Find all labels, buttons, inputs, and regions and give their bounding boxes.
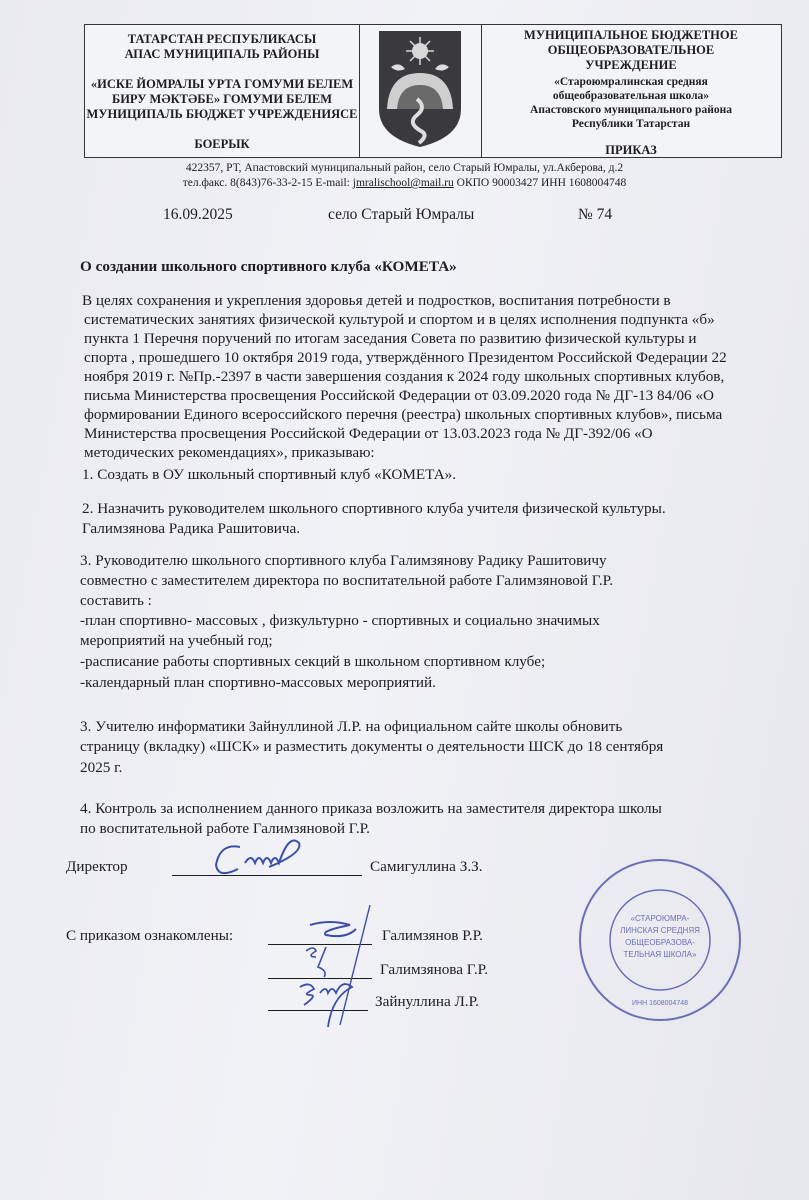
ru-line: Апастовского муниципального района [530, 104, 732, 116]
letterhead-tatar [85, 25, 360, 157]
order-item-4-line: 3. Учителю информатики Зайнуллиной Л.Р. на официальном сайте школы обновить [80, 718, 623, 735]
order-number: № 74 [578, 206, 613, 223]
school-contacts [0, 177, 809, 189]
tatar-line: МУНИЦИПАЛЬ БЮДЖЕТ УЧРЕЖДЕНИЯСЕ [86, 107, 358, 121]
coat-of-arms-emblem [377, 29, 463, 149]
letterhead-russian [481, 25, 781, 157]
order-item-2-line: 2. Назначить руководителем школьного спортивного клуба учителя физической культуры. [82, 500, 666, 517]
order-item-3-line: -расписание работы спортивных секций в школьном спортивном клубе; [80, 653, 546, 670]
order-title: О создании школьного спортивного клуба «КОМЕТА» [80, 258, 457, 275]
order-date: 16.09.2025 [163, 206, 233, 223]
preamble-line: Министерства просвещения Российской Федерации от 13.03.2023 года № ДГ-392/06 «О [84, 425, 653, 442]
acquainted-label: С приказом ознакомлены: [66, 927, 234, 944]
doc-type-tatar: БОЕРЫК [194, 137, 250, 151]
order-item-3-line: мероприятий на учебный год; [80, 632, 273, 649]
school-stamp [575, 855, 745, 1025]
email-link[interactable]: jmralischool@mail.ru [352, 177, 454, 189]
director-name: Самигуллина З.З. [370, 858, 483, 875]
director-label: Директор [66, 858, 128, 875]
acquainted-name: Зайнуллина Л.Р. [375, 993, 479, 1010]
preamble-line: В целях сохранения и укрепления здоровья детей и подростков, воспитания потребности в [82, 292, 671, 309]
tatar-line: «ИСКЕ ЙОМРАЛЫ УРТА ГОМУМИ БЕЛЕМ [90, 77, 354, 91]
order-item-4-line: 2025 г. [80, 759, 123, 776]
preamble-line: систематических занятиях физической культурой и спортом и в целях исполнения подпункта «б» [84, 311, 715, 328]
preamble-line: спорта , прошедшего 10 октября 2019 года, утверждённого Президентом Российской Федерации 22 [84, 349, 727, 366]
ru-line: УЧРЕЖДЕНИЕ [585, 58, 677, 72]
preamble-line: письма Министерства просвещения Российской Федерации от 03.09.2020 года № ДГ-13 84/06 «О [84, 387, 715, 404]
order-item-2-line: Галимзянова Радика Рашитовича. [82, 520, 301, 537]
phone-text: тел.факс. 8(843)76-33-2-15 E-mail: [182, 177, 353, 189]
acquainted-name: Галимзянов Р.Р. [382, 927, 483, 944]
stamp-line: ЛИНСКАЯ СРЕДНЯЯ [620, 926, 700, 935]
doc-type-ru: ПРИКАЗ [605, 143, 657, 157]
director-signature [200, 835, 380, 885]
order-item-5-line: 4. Контроль за исполнением данного приказа возложить на заместителя директора школы [80, 800, 662, 817]
stamp-line: «СТАРОЮМРА- [630, 914, 690, 923]
order-item-3-line: совместно с заместителем директора по воспитательной работе Галимзяновой Г.Р. [80, 572, 613, 589]
order-item-5-line: по воспитательной работе Галимзяновой Г.Р. [80, 820, 370, 837]
school-address: 422357, РТ, Апастовский муниципальный район, село Старый Юмралы, ул.Акберова, д.2 [185, 162, 624, 174]
order-item-1-line: 1. Создать в ОУ школьный спортивный клуб «КОМЕТА». [82, 466, 457, 483]
ru-line: Республики Татарстан [571, 118, 691, 130]
letterhead [84, 24, 782, 158]
order-item-3-line: 3. Руководителю школьного спортивного клуба Галимзянову Радику Рашитовичу [80, 552, 607, 569]
tatar-line: ТАТАРСТАН РЕСПУБЛИКАСЫ [127, 32, 317, 46]
registry-codes: ОКПО 90003427 ИНН 1608004748 [453, 177, 627, 189]
order-item-3-line: составить : [80, 592, 152, 609]
preamble-line: пункта 1 Перечня поручений по итогам заседания Совета по развитию физической культуры и [84, 330, 697, 347]
order-item-3-line: -план спортивно- массовых , физкультурно - спортивных и социально значимых [80, 612, 600, 629]
stamp-line: ОБЩЕОБРАЗОВА- [625, 938, 695, 947]
order-item-4-line: страницу (вкладку) «ШСК» и разместить документы о деятельности ШСК до 18 сентября [80, 738, 664, 755]
tatar-line: АПАС МУНИЦИПАЛЬ РАЙОНЫ [124, 47, 320, 61]
ru-line: ОБЩЕОБРАЗОВАТЕЛЬНОЕ [547, 43, 715, 57]
order-item-3-line: -календарный план спортивно-массовых мероприятий. [80, 674, 436, 691]
ru-line: «Староюмралинская средняя [554, 76, 708, 88]
preamble-line: методических рекомендациях», приказываю: [84, 444, 375, 461]
order-place: село Старый Юмралы [328, 206, 475, 223]
acquaintance-signatures [270, 905, 400, 1035]
acquainted-name: Галимзянова Г.Р. [380, 961, 489, 978]
stamp-line: ИНН 1608004748 [631, 1000, 689, 1007]
stamp-line: ТЕЛЬНАЯ ШКОЛА» [623, 950, 697, 959]
preamble-line: ноября 2019 г. №Пр.-2397 в части завершения создания к 2024 году школьных спортивных клубов, [84, 368, 725, 385]
tatar-line: БИРУ МӘКТӘБЕ» ГОМУМИ БЕЛЕМ [111, 92, 333, 106]
ru-line: общеобразовательная школа» [552, 90, 710, 102]
emblem-cell [359, 25, 482, 157]
preamble-line: формировании Единого всероссийского перечня (реестра) школьных спортивных клубов», письма [84, 406, 723, 423]
ru-line: МУНИЦИПАЛЬНОЕ БЮДЖЕТНОЕ [524, 28, 738, 42]
